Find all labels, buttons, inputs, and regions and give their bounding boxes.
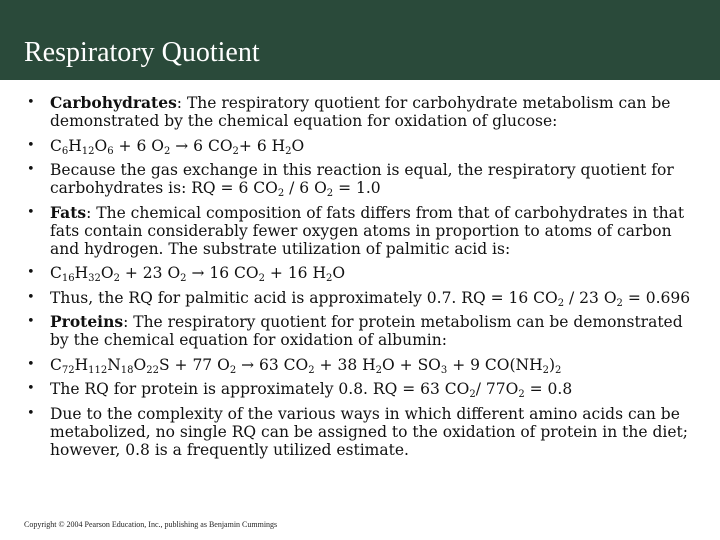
text-run: S + 77 O xyxy=(158,355,230,374)
text-run: + 16 H xyxy=(264,264,326,282)
text-run: The RQ for protein is approximately 0.8. RQ = 63 CO xyxy=(50,380,470,398)
subscript: 2 xyxy=(375,364,383,376)
bullet-item xyxy=(22,204,702,258)
text-run: O xyxy=(94,136,108,155)
bullet-item xyxy=(22,94,702,130)
text-run: → 63 CO xyxy=(236,355,309,374)
subscript: 2 xyxy=(326,188,334,199)
text-run: → 16 CO xyxy=(186,264,259,282)
subscript: 2 xyxy=(308,364,315,376)
bullet-item xyxy=(22,289,702,307)
subscript: 22 xyxy=(146,364,159,376)
text-run: O + SO xyxy=(382,355,441,374)
subscript: 2 xyxy=(557,297,565,309)
bullet-marker: • xyxy=(27,381,35,396)
subscript: 16 xyxy=(61,273,75,284)
text-run: / 6 O xyxy=(284,179,327,197)
text-run: : The respiratory quotient for protein metabolism can be demonstrated by the chemical equation for oxidation of albumin: xyxy=(50,313,683,349)
bullet-list xyxy=(22,94,702,465)
subscript: 18 xyxy=(120,364,134,376)
text-run: ) xyxy=(548,355,556,374)
subscript: 2 xyxy=(180,273,187,284)
subscript: 2 xyxy=(277,188,285,199)
copyright-footer: Copyright © 2004 Pearson Education, Inc., publishing as Benjamin Cummings xyxy=(24,520,278,529)
text-run: : The respiratory quotient for carbohydrate metabolism can be demonstrated by the chemical equation for oxidation of glucose: xyxy=(50,94,671,130)
subscript: 2 xyxy=(229,364,237,376)
subscript: 2 xyxy=(163,145,171,157)
bold-term: Proteins xyxy=(50,312,124,331)
text-run: O xyxy=(100,264,114,282)
subscript: 2 xyxy=(542,364,549,376)
bullet-marker: • xyxy=(27,265,35,280)
bullet-marker: • xyxy=(27,405,35,421)
text-run: + 6 H xyxy=(238,136,286,155)
subscript: 32 xyxy=(88,273,101,284)
bullet-marker: • xyxy=(27,137,35,153)
subscript: 2 xyxy=(232,145,239,157)
text-run: O xyxy=(332,264,346,282)
subscript: 2 xyxy=(518,389,525,400)
text-run: C xyxy=(50,355,62,374)
subscript: 2 xyxy=(113,273,120,284)
bullet-marker: • xyxy=(27,356,35,372)
text-run: Due to the complexity of the various ways in which different amino acids can be metabolized, no single RQ can be assigned to the oxidation of protein in the diet; however, 0.8 is a frequently utilized estimate. xyxy=(50,404,688,459)
title-bar xyxy=(0,0,720,80)
bold-term: Carbohydrates xyxy=(50,93,177,112)
subscript: 2 xyxy=(555,364,562,376)
text-run: + 9 CO(NH xyxy=(447,355,543,374)
bullet-marker: • xyxy=(27,289,35,305)
bullet-item xyxy=(22,405,702,459)
text-run: Because the gas exchange in this reaction is equal, the respiratory quotient for carbohydrates is: RQ = 6 CO xyxy=(50,161,674,197)
bullet-item xyxy=(22,356,702,374)
text-run: → 6 CO xyxy=(170,136,233,155)
text-run: H xyxy=(74,264,89,282)
subscript: 3 xyxy=(440,364,448,376)
bullet-marker: • xyxy=(27,314,35,329)
text-run: = 0.8 xyxy=(524,380,573,398)
subscript: 2 xyxy=(326,273,333,284)
subscript: 2 xyxy=(285,145,292,157)
text-run: C xyxy=(50,136,62,155)
text-run: / 77O xyxy=(475,380,519,398)
subscript: 2 xyxy=(616,297,623,309)
bullet-item xyxy=(22,313,702,349)
bullet-marker: • xyxy=(27,204,35,220)
bullet-item xyxy=(22,137,702,155)
subscript: 6 xyxy=(61,145,69,157)
subscript: 2 xyxy=(469,389,476,400)
text-run: : The chemical composition of fats differs from that of carbohydrates in that fats contain considerably fewer oxygen atoms in proportion to atoms of carbon and hydrogen. The substrate utilization of palmitic acid is: xyxy=(50,203,685,258)
bullet-item xyxy=(22,161,702,197)
subscript: 2 xyxy=(258,273,265,284)
text-run: = 1.0 xyxy=(333,179,381,197)
subscript: 12 xyxy=(81,145,95,157)
text-run: / 23 O xyxy=(564,288,617,307)
subscript: 72 xyxy=(61,364,75,376)
text-run: = 0.696 xyxy=(622,288,691,307)
text-run: Thus, the RQ for palmitic acid is approximately 0.7. RQ = 16 CO xyxy=(50,288,558,307)
bullet-marker: • xyxy=(27,162,35,177)
bullet-item xyxy=(22,264,702,282)
text-run: O xyxy=(133,355,147,374)
text-run: O xyxy=(291,136,305,155)
subscript: 6 xyxy=(107,145,114,157)
slide-title: Respiratory Quotient xyxy=(24,37,260,68)
text-run: H xyxy=(74,355,89,374)
text-run: N xyxy=(107,355,121,374)
text-run: + 38 H xyxy=(314,355,376,374)
bullet-marker: • xyxy=(27,95,35,110)
text-run: H xyxy=(68,136,82,155)
text-run: + 23 O xyxy=(119,264,181,282)
subscript: 112 xyxy=(88,364,108,376)
bold-term: Fats xyxy=(50,202,87,222)
text-run: C xyxy=(50,264,62,282)
text-run: + 6 O xyxy=(113,136,164,155)
bullet-item xyxy=(22,380,702,398)
